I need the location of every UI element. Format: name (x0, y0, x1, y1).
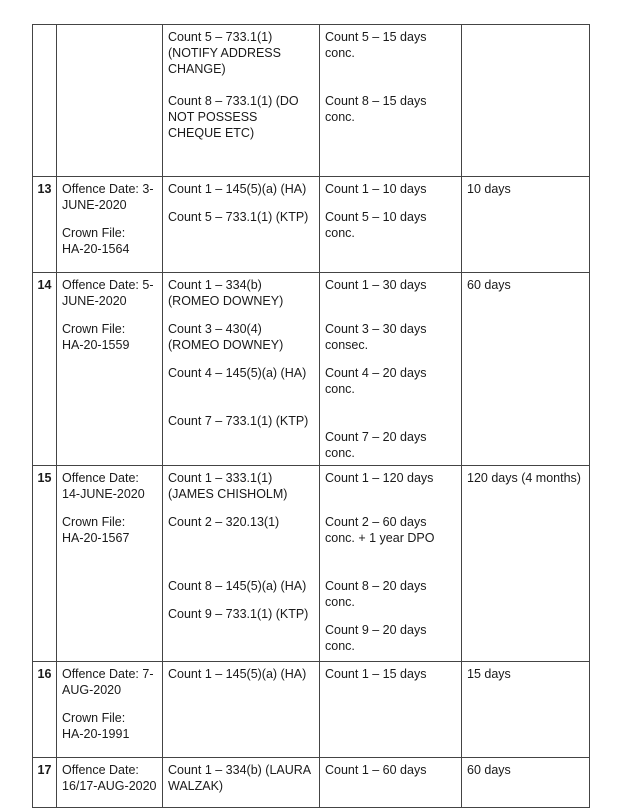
charge-line: Count 1 – 145(5)(a) (HA) (168, 667, 307, 681)
offence-cell (57, 25, 163, 177)
charge-line: Count 1 – 333.1(1) (JAMES CHISHOLM) (168, 471, 288, 501)
offence-cell (57, 466, 163, 662)
sentence-line: Count 7 – 20 days conc. (325, 430, 427, 460)
total-cell: 120 days (4 months) (462, 466, 590, 662)
charges-cell (163, 466, 320, 662)
table-row (33, 466, 590, 662)
charges-cell (163, 25, 320, 177)
sentence-line: Count 1 – 30 days (325, 278, 427, 292)
sentences-cell (320, 25, 462, 177)
crown-file-number: HA-20-1559 (62, 338, 130, 352)
charges-cell (163, 662, 320, 758)
charge-line: Count 4 – 145(5)(a) (HA) (168, 366, 307, 380)
table-row (33, 662, 590, 758)
sentence-line: Count 2 – 60 days conc. + 1 year DPO (325, 515, 435, 545)
sentence-line: Count 1 – 15 days (325, 667, 427, 681)
sentences-cell (320, 466, 462, 662)
crown-file-label: Crown File: (62, 515, 126, 529)
sentence-line: Count 1 – 60 days (325, 763, 427, 777)
offence-cell (57, 758, 163, 808)
total-cell: 15 days (462, 662, 590, 758)
total-cell (462, 25, 590, 177)
sentences-cell (320, 273, 462, 466)
offence-date: Offence Date: 7-AUG-2020 (62, 667, 154, 697)
charge-line: Count 8 – 145(5)(a) (HA) (168, 579, 307, 593)
offence-date: Offence Date: 14-JUNE-2020 (62, 471, 145, 501)
charge-line: Count 8 – 733.1(1) (DO NOT POSSESS CHEQUE ETC) (168, 94, 299, 140)
row-number: 16 (33, 662, 57, 758)
charges-cell (163, 273, 320, 466)
crown-file-label: Crown File: (62, 226, 126, 240)
offence-cell (57, 273, 163, 466)
charge-line: Count 1 – 334(b) (LAURA WALZAK) (168, 763, 311, 793)
charge-line: Count 5 – 733.1(1) (KTP) (168, 210, 309, 224)
sentence-line: Count 1 – 10 days (325, 182, 427, 196)
charge-line: Count 1 – 334(b) (ROMEO DOWNEY) (168, 278, 284, 308)
charge-line: Count 1 – 145(5)(a) (HA) (168, 182, 307, 196)
total-cell: 10 days (462, 177, 590, 273)
row-number: 13 (33, 177, 57, 273)
offence-date: Offence Date: 5-JUNE-2020 (62, 278, 154, 308)
crown-file-number: HA-20-1564 (62, 242, 130, 256)
crown-file-number: HA-20-1991 (62, 727, 130, 741)
sentence-line: Count 5 – 15 days conc. (325, 30, 427, 60)
charge-line: Count 3 – 430(4) (ROMEO DOWNEY) (168, 322, 284, 352)
sentences-cell (320, 758, 462, 808)
charge-line: Count 7 – 733.1(1) (KTP) (168, 414, 309, 428)
sentence-line: Count 5 – 10 days conc. (325, 210, 427, 240)
offence-date: Offence Date: 3-JUNE-2020 (62, 182, 154, 212)
offence-cell (57, 177, 163, 273)
table-row (33, 177, 590, 273)
offence-cell (57, 662, 163, 758)
row-number (33, 25, 57, 177)
charges-cell (163, 177, 320, 273)
crown-file-label: Crown File: (62, 711, 126, 725)
sentence-line: Count 4 – 20 days conc. (325, 366, 427, 396)
charge-line: Count 2 – 320.13(1) (168, 515, 280, 529)
offence-date: Offence Date: 16/17-AUG-2020 (62, 763, 157, 793)
total-cell: 60 days (462, 273, 590, 466)
row-number: 17 (33, 758, 57, 808)
sentences-cell (320, 177, 462, 273)
sentence-line: Count 8 – 20 days conc. (325, 579, 427, 609)
sentences-cell (320, 662, 462, 758)
sentence-line: Count 1 – 120 days (325, 471, 434, 485)
table-row (33, 273, 590, 466)
sentence-line: Count 8 – 15 days conc. (325, 94, 427, 124)
table-row (33, 25, 590, 177)
sentence-table (32, 24, 590, 808)
sentence-line: Count 3 – 30 days consec. (325, 322, 427, 352)
sentence-line: Count 9 – 20 days conc. (325, 623, 427, 653)
charge-line: Count 5 – 733.1(1) (NOTIFY ADDRESS CHANGE) (168, 30, 281, 76)
crown-file-label: Crown File: (62, 322, 126, 336)
table-row (33, 758, 590, 808)
row-number: 14 (33, 273, 57, 466)
charge-line: Count 9 – 733.1(1) (KTP) (168, 607, 309, 621)
charges-cell (163, 758, 320, 808)
row-number: 15 (33, 466, 57, 662)
total-cell: 60 days (462, 758, 590, 808)
crown-file-number: HA-20-1567 (62, 531, 130, 545)
